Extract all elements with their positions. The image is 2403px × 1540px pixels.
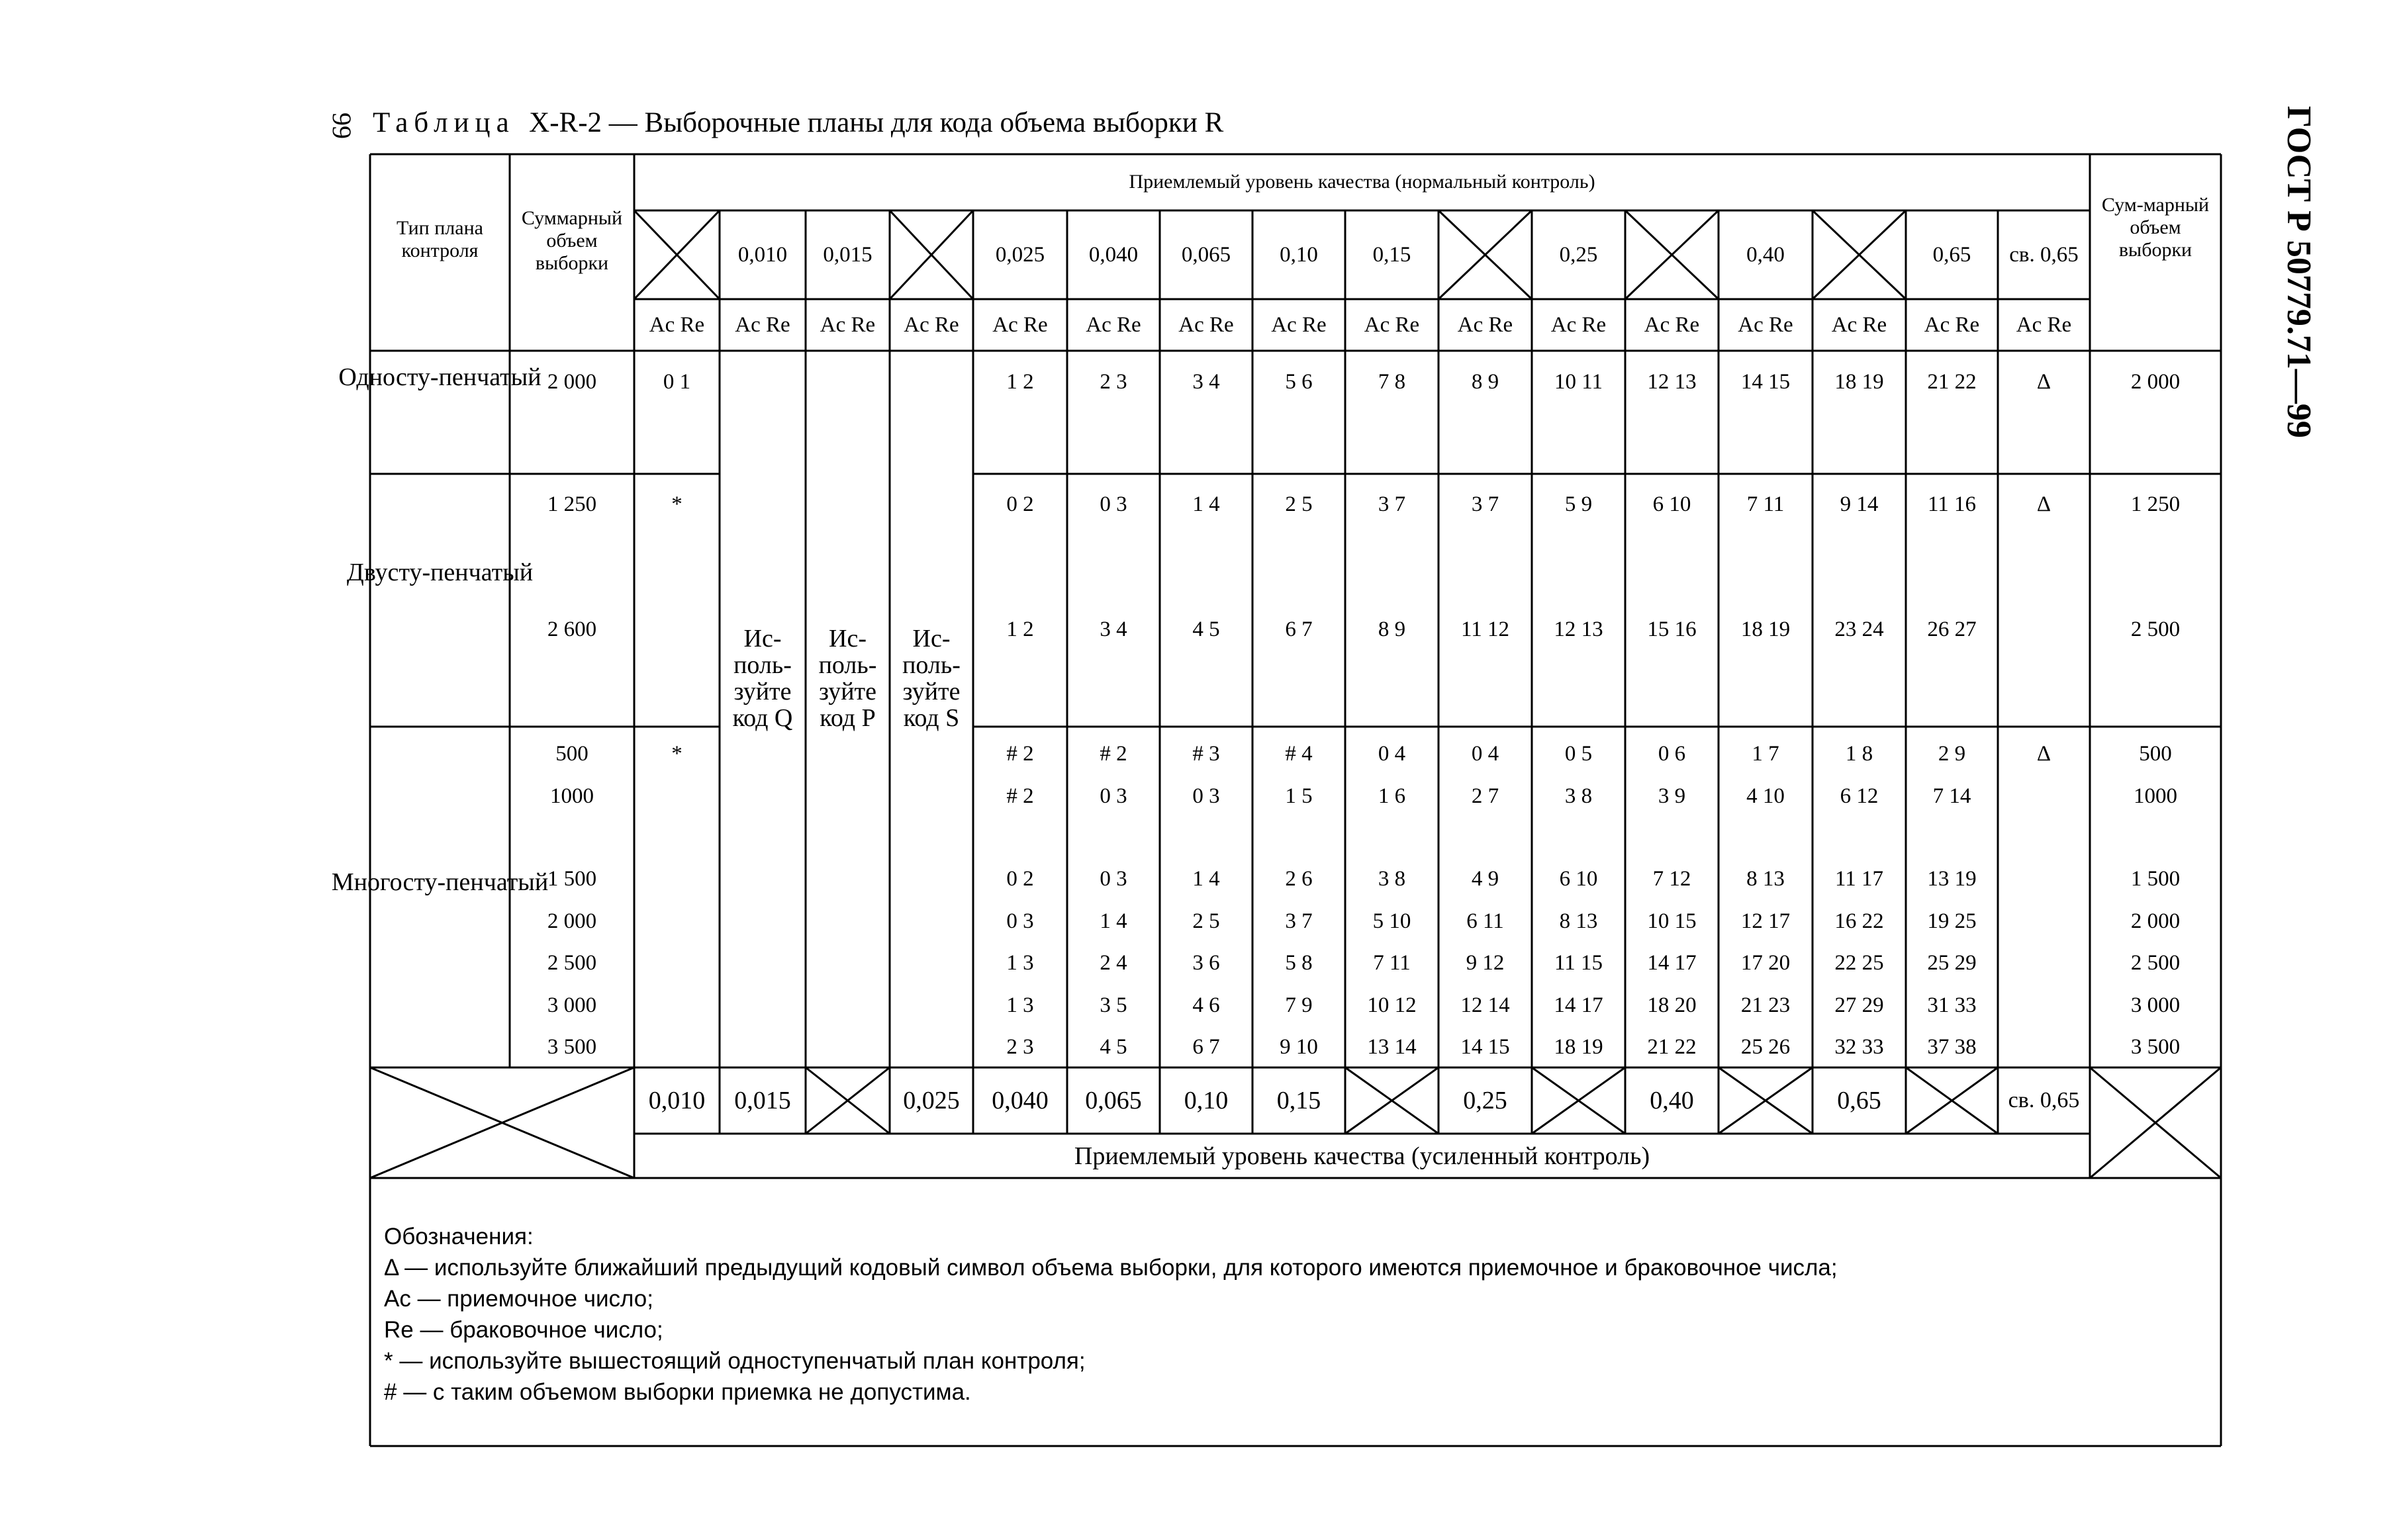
- row-6-value-5: 6 11: [1466, 909, 1504, 933]
- row-7-value-0: 1 3: [1006, 951, 1034, 975]
- row-8-first: [634, 993, 720, 1026]
- aql-tight-11: 0,40: [1650, 1087, 1694, 1114]
- row-0-value-9: 18 19: [1834, 370, 1884, 394]
- row-9-value-3: 9 10: [1280, 1035, 1318, 1059]
- legend-line-ac: Ac — приемочное число;: [384, 1286, 653, 1312]
- acre-label-14: Ac Re: [1924, 313, 1980, 337]
- table-title-text: X-R-2 — Выборочные планы для кода объема выборки R: [529, 107, 1224, 138]
- row-2-value-9: 23 24: [1834, 617, 1884, 641]
- legend-line-re: Re — браковочное число;: [384, 1317, 663, 1343]
- row-6-value-7: 10 15: [1647, 909, 1697, 933]
- row-3-value-5: 0 4: [1471, 742, 1499, 766]
- plan-type-multi: Многосту-пенчатый: [331, 868, 549, 896]
- header-total-sample: Суммарный объем выборки: [521, 207, 623, 274]
- row-7-first: [634, 950, 720, 983]
- row-8-value-2: 4 6: [1192, 993, 1220, 1017]
- row-0-sample: 2 000: [547, 370, 597, 394]
- row-3-value-1: # 2: [1100, 742, 1127, 766]
- aql-normal-6: 0,065: [1181, 243, 1231, 267]
- row-8-last: [1998, 993, 2090, 1026]
- row-2-right: 2 500: [2130, 617, 2181, 641]
- aql-normal-7: 0,10: [1280, 243, 1318, 267]
- row-2-value-5: 11 12: [1460, 617, 1510, 641]
- row-8-value-4: 10 12: [1367, 993, 1417, 1017]
- row-1-value-10: 11 16: [1927, 492, 1977, 516]
- row-0-value-7: 12 13: [1647, 370, 1697, 394]
- row-2-value-0: 1 2: [1006, 617, 1034, 641]
- header-cross-11: [1625, 210, 1719, 299]
- row-7-value-2: 3 6: [1192, 951, 1220, 975]
- row-1-value-7: 6 10: [1652, 492, 1691, 516]
- row-2-sample: 2 600: [547, 617, 597, 641]
- row-9-value-10: 37 38: [1927, 1035, 1977, 1059]
- row-3-value-3: # 4: [1285, 742, 1313, 766]
- footer-aql-tightened-label: Приемлемый уровень качества (усиленный контроль): [1074, 1142, 1650, 1170]
- standard-code-text: ГОСТ Р 50779.71—99: [2280, 106, 2318, 438]
- plan-type-double: Двусту-пенчатый: [346, 559, 534, 586]
- acre-label-3: Ac Re: [904, 313, 959, 337]
- row-0-value-4: 7 8: [1378, 370, 1406, 394]
- row-5-right: 1 500: [2130, 867, 2181, 891]
- footer-cross-14: [1906, 1067, 1998, 1134]
- legend-heading: Обозначения:: [384, 1224, 534, 1249]
- row-9-sample: 3 500: [547, 1035, 597, 1059]
- aql-normal-5: 0,040: [1088, 243, 1139, 267]
- page-number: 99: [327, 113, 357, 139]
- row-1-value-9: 9 14: [1840, 492, 1879, 516]
- row-4-value-10: 7 14: [1932, 784, 1971, 808]
- legend-line-delta: Δ — используйте ближайший предыдущий кодовый символ объема выборки, для которого имеются приемочное и браковочное числа;: [384, 1255, 1838, 1281]
- row-8-value-7: 18 20: [1647, 993, 1697, 1017]
- row-7-value-7: 14 17: [1647, 951, 1697, 975]
- row-1-value-3: 2 5: [1285, 492, 1313, 516]
- footer-corner-cross-right: [2090, 1067, 2221, 1178]
- row-6-value-10: 19 25: [1927, 909, 1977, 933]
- row-3-sample: 500: [555, 742, 589, 766]
- row-9-value-0: 2 3: [1006, 1035, 1034, 1059]
- row-5-sample: 1 500: [547, 867, 597, 891]
- row-3-value-9: 1 8: [1845, 742, 1873, 766]
- aql-tight-5: 0,065: [1085, 1087, 1142, 1114]
- aql-tight-3: 0,025: [903, 1087, 960, 1114]
- row-5-value-7: 7 12: [1652, 867, 1691, 891]
- row-3-value-4: 0 4: [1378, 742, 1406, 766]
- row-7-last: [1998, 950, 2090, 983]
- row-8-value-10: 31 33: [1927, 993, 1977, 1017]
- row-4-value-7: 3 9: [1658, 784, 1686, 808]
- aql-tight-0: 0,010: [648, 1087, 706, 1114]
- row-6-value-4: 5 10: [1372, 909, 1411, 933]
- row-7-sample: 2 500: [547, 951, 597, 975]
- aql-tight-1: 0,015: [734, 1087, 791, 1114]
- row-5-value-1: 0 3: [1100, 867, 1127, 891]
- row-4-value-0: # 2: [1006, 784, 1034, 808]
- row-5-first: [634, 866, 720, 899]
- row-8-value-1: 3 5: [1100, 993, 1127, 1017]
- row-3-first: *: [671, 742, 683, 766]
- row-2-value-4: 8 9: [1378, 617, 1406, 641]
- row-5-value-0: 0 2: [1006, 867, 1034, 891]
- row-6-right: 2 000: [2130, 909, 2181, 933]
- row-0-value-6: 10 11: [1554, 370, 1603, 394]
- row-2-value-6: 12 13: [1554, 617, 1603, 641]
- footer-corner-cross-left: [370, 1067, 634, 1178]
- aql-normal-2: 0,015: [823, 243, 872, 267]
- row-9-value-9: 32 33: [1834, 1035, 1884, 1059]
- header-cross-3: [890, 210, 973, 299]
- row-9-first: [634, 1034, 720, 1067]
- row-4-value-3: 1 5: [1285, 784, 1313, 808]
- row-8-value-0: 1 3: [1006, 993, 1034, 1017]
- row-0-value-3: 5 6: [1285, 370, 1313, 394]
- acre-label-7: Ac Re: [1271, 313, 1327, 337]
- row-2-first: [634, 617, 720, 650]
- row-1-right: 1 250: [2130, 492, 2181, 516]
- row-5-value-4: 3 8: [1378, 867, 1406, 891]
- row-0-value-10: 21 22: [1927, 370, 1977, 394]
- row-7-right: 2 500: [2130, 951, 2181, 975]
- row-4-value-9: 6 12: [1840, 784, 1879, 808]
- aql-tight-15: св. 0,65: [2008, 1088, 2080, 1112]
- acre-label-13: Ac Re: [1831, 313, 1887, 337]
- header-total-sample-right: Сум-марный объем выборки: [2101, 194, 2210, 261]
- acre-label-4: Ac Re: [992, 313, 1048, 337]
- row-9-value-5: 14 15: [1460, 1035, 1510, 1059]
- row-5-value-8: 8 13: [1746, 867, 1785, 891]
- row-6-sample: 2 000: [547, 909, 597, 933]
- header-cross-13: [1813, 210, 1906, 299]
- row-0-first: 0 1: [663, 370, 691, 394]
- row-0-value-8: 14 15: [1740, 370, 1791, 394]
- row-3-value-0: # 2: [1006, 742, 1034, 766]
- aql-normal-4: 0,025: [995, 243, 1045, 267]
- row-6-value-2: 2 5: [1192, 909, 1220, 933]
- row-0-right: 2 000: [2130, 370, 2181, 394]
- row-5-last: [1998, 866, 2090, 899]
- acre-label-11: Ac Re: [1644, 313, 1700, 337]
- row-9-last: [1998, 1034, 2090, 1067]
- row-5-value-5: 4 9: [1471, 867, 1499, 891]
- footer-cross-10: [1532, 1067, 1625, 1134]
- row-9-value-1: 4 5: [1100, 1035, 1127, 1059]
- row-1-sample: 1 250: [547, 492, 597, 516]
- header-aql-normal: Приемлемый уровень качества (нормальный контроль): [1129, 171, 1595, 193]
- row-3-value-2: # 3: [1192, 742, 1220, 766]
- acre-label-9: Ac Re: [1457, 313, 1513, 337]
- row-7-value-10: 25 29: [1927, 951, 1977, 975]
- row-6-last: [1998, 909, 2090, 942]
- row-5-value-3: 2 6: [1285, 867, 1313, 891]
- row-2-last: [1998, 617, 2090, 650]
- acre-label-6: Ac Re: [1178, 313, 1234, 337]
- acre-label-10: Ac Re: [1550, 313, 1607, 337]
- row-5-value-9: 11 17: [1834, 867, 1884, 891]
- aql-normal-15: св. 0,65: [2009, 243, 2079, 267]
- row-1-value-6: 5 9: [1564, 492, 1593, 516]
- row-1-value-0: 0 2: [1006, 492, 1034, 516]
- plan-type-single: Односту-пенчатый: [338, 363, 542, 391]
- row-3-right: 500: [2139, 742, 2172, 766]
- row-7-value-4: 7 11: [1373, 951, 1411, 975]
- aql-tight-4: 0,040: [992, 1087, 1049, 1114]
- header-cross-9: [1438, 210, 1532, 299]
- acre-label-5: Ac Re: [1086, 313, 1141, 337]
- row-6-first: [634, 909, 720, 942]
- row-1-value-2: 1 4: [1192, 492, 1220, 516]
- row-6-value-3: 3 7: [1285, 909, 1313, 933]
- row-9-value-2: 6 7: [1192, 1035, 1220, 1059]
- legend-notes: [384, 1221, 1838, 1408]
- row-1-value-4: 3 7: [1378, 492, 1406, 516]
- legend-line-star: * — используйте вышестоящий одноступенчатый план контроля;: [384, 1348, 1086, 1374]
- row-8-value-6: 14 17: [1554, 993, 1603, 1017]
- aql-normal-14: 0,65: [1932, 243, 1971, 267]
- row-8-value-3: 7 9: [1285, 993, 1313, 1017]
- aql-tight-6: 0,10: [1184, 1087, 1229, 1114]
- row-1-value-1: 0 3: [1100, 492, 1127, 516]
- acre-label-15: Ac Re: [2016, 313, 2072, 337]
- acre-label-12: Ac Re: [1738, 313, 1793, 337]
- row-8-value-9: 27 29: [1834, 993, 1884, 1017]
- row-9-value-8: 25 26: [1740, 1035, 1791, 1059]
- row-2-value-2: 4 5: [1192, 617, 1220, 641]
- row-9-value-4: 13 14: [1367, 1035, 1417, 1059]
- acre-label-2: Ac Re: [820, 313, 876, 337]
- row-7-value-6: 11 15: [1554, 951, 1603, 975]
- row-3-last: Δ: [2036, 742, 2051, 766]
- table-title-label: Таблица: [373, 107, 515, 138]
- row-2-value-3: 6 7: [1285, 617, 1313, 641]
- row-5-value-10: 13 19: [1927, 867, 1977, 891]
- legend-line-hash: # — с таким объемом выборки приемка не допустима.: [384, 1379, 971, 1405]
- row-6-value-9: 16 22: [1834, 909, 1884, 933]
- row-4-right: 1000: [2134, 784, 2177, 808]
- row-4-value-5: 2 7: [1471, 784, 1499, 808]
- use-code-p015: Ис-поль-зуйте код P: [818, 625, 877, 732]
- row-4-value-8: 4 10: [1746, 784, 1785, 808]
- aql-normal-8: 0,15: [1372, 243, 1411, 267]
- row-7-value-8: 17 20: [1740, 951, 1791, 975]
- use-code-p010: Ис-поль-зуйте код Q: [732, 625, 793, 732]
- row-7-value-9: 22 25: [1834, 951, 1884, 975]
- row-4-sample: 1000: [550, 784, 594, 808]
- use-code-pX: Ис-поль-зуйте код S: [902, 625, 961, 732]
- row-6-value-6: 8 13: [1559, 909, 1598, 933]
- footer-cross-8: [1345, 1067, 1438, 1134]
- footer-cross-2: [806, 1067, 890, 1134]
- row-2-value-7: 15 16: [1647, 617, 1697, 641]
- footer-cross-12: [1719, 1067, 1813, 1134]
- row-8-value-5: 12 14: [1460, 993, 1510, 1017]
- row-1-value-5: 3 7: [1471, 492, 1499, 516]
- row-1-first: *: [671, 492, 683, 516]
- row-3-value-10: 2 9: [1938, 742, 1966, 766]
- row-4-value-1: 0 3: [1100, 784, 1127, 808]
- row-1-last: Δ: [2036, 492, 2051, 516]
- row-4-value-4: 1 6: [1378, 784, 1406, 808]
- row-9-value-7: 21 22: [1647, 1035, 1697, 1059]
- row-7-value-1: 2 4: [1100, 951, 1127, 975]
- row-0-value-2: 3 4: [1192, 370, 1220, 394]
- row-0-value-0: 1 2: [1006, 370, 1034, 394]
- header-plan-type: Тип плана контроля: [397, 217, 483, 261]
- row-8-value-8: 21 23: [1740, 993, 1791, 1017]
- row-4-value-2: 0 3: [1192, 784, 1220, 808]
- header-cross-0: [634, 210, 720, 299]
- aql-tight-13: 0,65: [1837, 1087, 1881, 1114]
- row-4-last: [1998, 784, 2090, 817]
- row-5-value-6: 6 10: [1559, 867, 1598, 891]
- row-5-value-2: 1 4: [1192, 867, 1220, 891]
- row-8-sample: 3 000: [547, 993, 597, 1017]
- row-6-value-8: 12 17: [1740, 909, 1791, 933]
- row-3-value-6: 0 5: [1564, 742, 1593, 766]
- row-3-value-8: 1 7: [1752, 742, 1779, 766]
- row-4-first: [634, 784, 720, 817]
- row-9-value-6: 18 19: [1554, 1035, 1603, 1059]
- aql-tight-7: 0,15: [1276, 1087, 1321, 1114]
- aql-normal-12: 0,40: [1746, 243, 1785, 267]
- acre-label-8: Ac Re: [1364, 313, 1420, 337]
- row-9-right: 3 500: [2130, 1035, 2181, 1059]
- row-2-value-1: 3 4: [1100, 617, 1127, 641]
- acre-label-0: Ac Re: [649, 313, 705, 337]
- row-6-value-1: 1 4: [1100, 909, 1127, 933]
- acre-label-1: Ac Re: [735, 313, 790, 337]
- row-0-last: Δ: [2036, 370, 2051, 394]
- aql-normal-10: 0,25: [1559, 243, 1598, 267]
- row-7-value-5: 9 12: [1466, 951, 1505, 975]
- row-6-value-0: 0 3: [1006, 909, 1034, 933]
- row-2-value-8: 18 19: [1740, 617, 1791, 641]
- row-7-value-3: 5 8: [1285, 951, 1313, 975]
- row-1-value-8: 7 11: [1746, 492, 1785, 516]
- row-0-value-1: 2 3: [1100, 370, 1127, 394]
- aql-tight-9: 0,25: [1463, 1087, 1507, 1114]
- row-4-value-6: 3 8: [1564, 784, 1593, 808]
- row-8-right: 3 000: [2130, 993, 2181, 1017]
- row-3-value-7: 0 6: [1658, 742, 1686, 766]
- row-0-value-5: 8 9: [1471, 370, 1499, 394]
- aql-normal-1: 0,010: [737, 243, 788, 267]
- row-2-value-10: 26 27: [1927, 617, 1977, 641]
